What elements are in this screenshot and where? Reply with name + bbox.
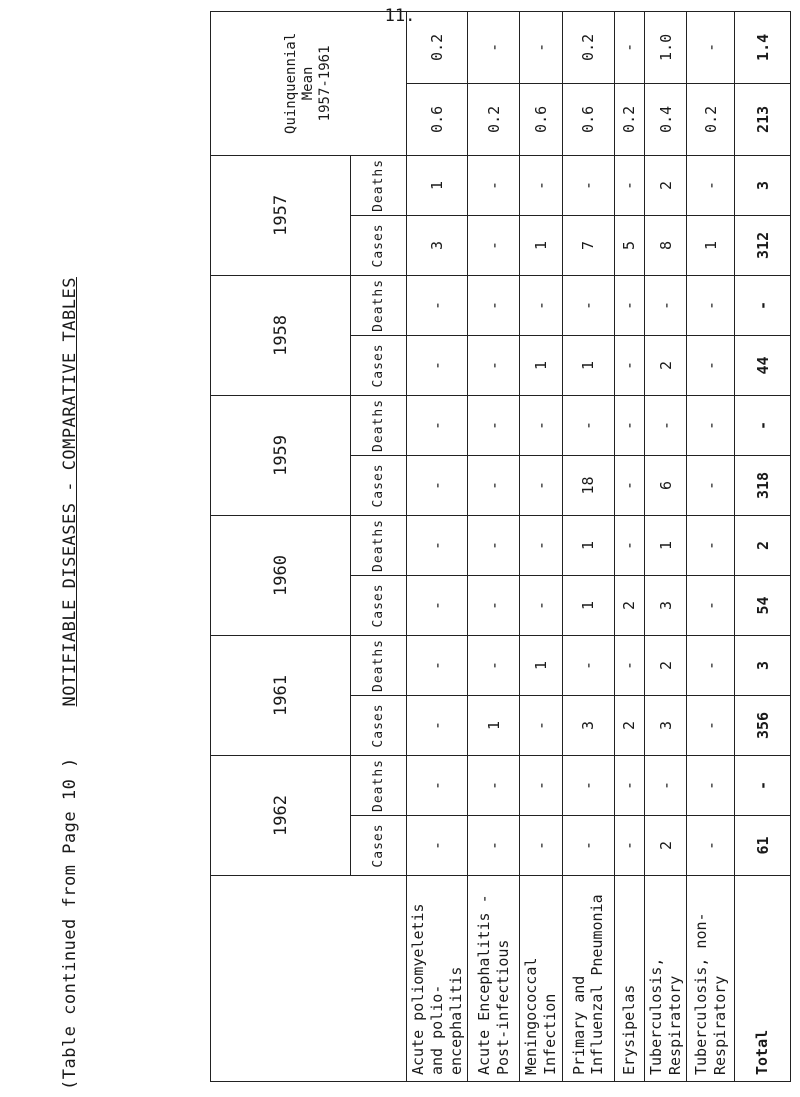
quinquennial-mean-cell: 0.2 <box>614 83 644 155</box>
value-cell: 1 <box>562 575 614 635</box>
table-caption <box>60 277 80 1090</box>
value-cell: - <box>520 816 563 876</box>
year-header: 1960 <box>211 515 351 635</box>
value-cell: - <box>644 275 687 335</box>
disease-label: Erysipelas <box>614 876 644 1082</box>
table-row <box>614 11 644 1081</box>
value-cell: - <box>614 635 644 695</box>
disease-label: Primary and Influenzal Pneumonia <box>562 876 614 1082</box>
total-row <box>735 11 791 1081</box>
value-cell: - <box>407 275 468 335</box>
value-cell: 3 <box>644 695 687 755</box>
value-cell: 3 <box>407 215 468 275</box>
value-cell: - <box>468 575 520 635</box>
deaths-header: Deaths <box>351 755 407 815</box>
year-header: 1959 <box>211 395 351 515</box>
value-cell: - <box>468 755 520 815</box>
disease-label: Acute Encephalitis - Post-infectious <box>468 876 520 1082</box>
value-cell: 6 <box>644 455 687 515</box>
total-quinquennial-mean-cell: 1.4 <box>735 11 791 83</box>
value-cell: - <box>687 695 735 755</box>
cases-header: Cases <box>351 215 407 275</box>
value-cell: - <box>468 155 520 215</box>
mean-label: Mean <box>300 66 317 101</box>
quinquennial-mean-cell: 0.2 <box>468 83 520 155</box>
value-cell: - <box>468 215 520 275</box>
period-label: 1957-1961 <box>316 45 333 122</box>
quinquennial-mean-cell: 1.0 <box>644 11 687 83</box>
value-cell: 1 <box>562 515 614 575</box>
value-cell: - <box>407 695 468 755</box>
value-cell: - <box>614 515 644 575</box>
value-cell: - <box>520 455 563 515</box>
deaths-header: Deaths <box>351 275 407 335</box>
value-cell: - <box>644 395 687 455</box>
value-cell: - <box>562 395 614 455</box>
value-cell: - <box>520 155 563 215</box>
value-cell: 2 <box>644 635 687 695</box>
value-cell: - <box>687 335 735 395</box>
total-value-cell: 318 <box>735 455 791 515</box>
total-label: Total <box>735 876 791 1082</box>
value-cell: - <box>614 755 644 815</box>
cases-header: Cases <box>351 335 407 395</box>
value-cell: 8 <box>644 215 687 275</box>
value-cell: 1 <box>520 335 563 395</box>
quinquennial-mean-cell: 0.6 <box>562 83 614 155</box>
table-row <box>562 11 614 1081</box>
value-cell: - <box>468 275 520 335</box>
value-cell: - <box>687 455 735 515</box>
continued-note: (Table continued from Page 10 ) <box>60 757 80 1090</box>
value-cell: - <box>687 155 735 215</box>
quinquennial-mean-cell: - <box>687 11 735 83</box>
value-cell: - <box>562 635 614 695</box>
value-cell: - <box>407 515 468 575</box>
page-number: 11. <box>384 6 416 26</box>
value-cell: - <box>468 395 520 455</box>
value-cell: - <box>614 335 644 395</box>
quinquennial-mean-cell: 0.6 <box>520 83 563 155</box>
value-cell: - <box>687 635 735 695</box>
value-cell: - <box>562 755 614 815</box>
value-cell: - <box>614 455 644 515</box>
total-value-cell: - <box>735 395 791 455</box>
cases-header: Cases <box>351 695 407 755</box>
quinquennial-mean-cell: - <box>520 11 563 83</box>
value-cell: - <box>614 275 644 335</box>
year-header: 1957 <box>211 155 351 275</box>
value-cell: - <box>614 816 644 876</box>
value-cell: 3 <box>562 695 614 755</box>
quinquennial-mean-cell: 0.6 <box>407 83 468 155</box>
comparative-table <box>210 32 772 1082</box>
value-cell: 2 <box>614 575 644 635</box>
value-cell: 3 <box>644 575 687 635</box>
deaths-header: Deaths <box>351 395 407 455</box>
value-cell: - <box>468 635 520 695</box>
disease-label: Tuberculosis, non-Respiratory <box>687 876 735 1082</box>
value-cell: - <box>407 816 468 876</box>
value-cell: - <box>562 275 614 335</box>
value-cell: 2 <box>644 335 687 395</box>
value-cell: 2 <box>614 695 644 755</box>
total-value-cell: - <box>735 275 791 335</box>
value-cell: 1 <box>468 695 520 755</box>
value-cell: - <box>687 816 735 876</box>
value-cell: - <box>468 816 520 876</box>
notifiable-diseases-table <box>210 11 791 1082</box>
table-row <box>407 11 468 1081</box>
total-value-cell: 3 <box>735 155 791 215</box>
quinquennial-mean-cell: 0.2 <box>687 83 735 155</box>
disease-label: Meningococcal Infection <box>520 876 563 1082</box>
value-cell: - <box>468 515 520 575</box>
value-cell: - <box>407 575 468 635</box>
deaths-header: Deaths <box>351 155 407 215</box>
value-cell: - <box>687 575 735 635</box>
value-cell: - <box>562 816 614 876</box>
total-value-cell: - <box>735 755 791 815</box>
value-cell: 1 <box>644 515 687 575</box>
value-cell: - <box>407 755 468 815</box>
value-cell: - <box>687 755 735 815</box>
year-header: 1958 <box>211 275 351 395</box>
value-cell: - <box>614 395 644 455</box>
quinquennial-mean-cell: 0.4 <box>644 83 687 155</box>
table-row <box>520 11 563 1081</box>
value-cell: - <box>407 335 468 395</box>
value-cell: 2 <box>644 155 687 215</box>
quinquennial-mean-cell: 0.2 <box>562 11 614 83</box>
total-quinquennial-mean-cell: 213 <box>735 83 791 155</box>
value-cell: 1 <box>520 635 563 695</box>
value-cell: - <box>468 455 520 515</box>
quinquennial-mean-cell: - <box>468 11 520 83</box>
cases-header: Cases <box>351 455 407 515</box>
total-value-cell: 61 <box>735 816 791 876</box>
table-row <box>687 11 735 1081</box>
value-cell: - <box>614 155 644 215</box>
value-cell: 7 <box>562 215 614 275</box>
value-cell: - <box>687 395 735 455</box>
total-value-cell: 3 <box>735 635 791 695</box>
value-cell: - <box>562 155 614 215</box>
value-cell: - <box>520 395 563 455</box>
quinquennial-mean-cell: - <box>614 11 644 83</box>
value-cell: - <box>687 275 735 335</box>
value-cell: - <box>520 695 563 755</box>
year-header: 1961 <box>211 635 351 755</box>
value-cell: - <box>407 455 468 515</box>
value-cell: 1 <box>407 155 468 215</box>
quinquennial-mean-header <box>211 11 407 155</box>
total-value-cell: 44 <box>735 335 791 395</box>
year-header-row <box>211 11 351 1081</box>
value-cell: - <box>407 395 468 455</box>
total-value-cell: 2 <box>735 515 791 575</box>
cases-header: Cases <box>351 575 407 635</box>
quinquennial-mean-cell: 0.2 <box>407 11 468 83</box>
total-value-cell: 356 <box>735 695 791 755</box>
deaths-header: Deaths <box>351 635 407 695</box>
value-cell: 2 <box>644 816 687 876</box>
value-cell: 1 <box>687 215 735 275</box>
year-header: 1962 <box>211 755 351 875</box>
value-cell: 1 <box>520 215 563 275</box>
value-cell: - <box>468 335 520 395</box>
table-row <box>644 11 687 1081</box>
table-body <box>407 11 791 1081</box>
disease-label: Acute poliomyeletis and polio-encephalitis <box>407 876 468 1082</box>
total-value-cell: 312 <box>735 215 791 275</box>
value-cell: 18 <box>562 455 614 515</box>
disease-header-cell <box>211 876 407 1082</box>
value-cell: - <box>687 515 735 575</box>
value-cell: 1 <box>562 335 614 395</box>
disease-label: Tuberculosis, Respiratory <box>644 876 687 1082</box>
table-row <box>468 11 520 1081</box>
value-cell: - <box>520 575 563 635</box>
value-cell: - <box>520 755 563 815</box>
value-cell: - <box>520 275 563 335</box>
quinquennial-label: Quinquennial <box>283 32 300 134</box>
value-cell: - <box>407 635 468 695</box>
value-cell: - <box>520 515 563 575</box>
value-cell: - <box>644 755 687 815</box>
table-heading: NOTIFIABLE DISEASES - COMPARATIVE TABLES <box>60 277 80 707</box>
total-value-cell: 54 <box>735 575 791 635</box>
cases-header: Cases <box>351 816 407 876</box>
value-cell: 5 <box>614 215 644 275</box>
deaths-header: Deaths <box>351 515 407 575</box>
